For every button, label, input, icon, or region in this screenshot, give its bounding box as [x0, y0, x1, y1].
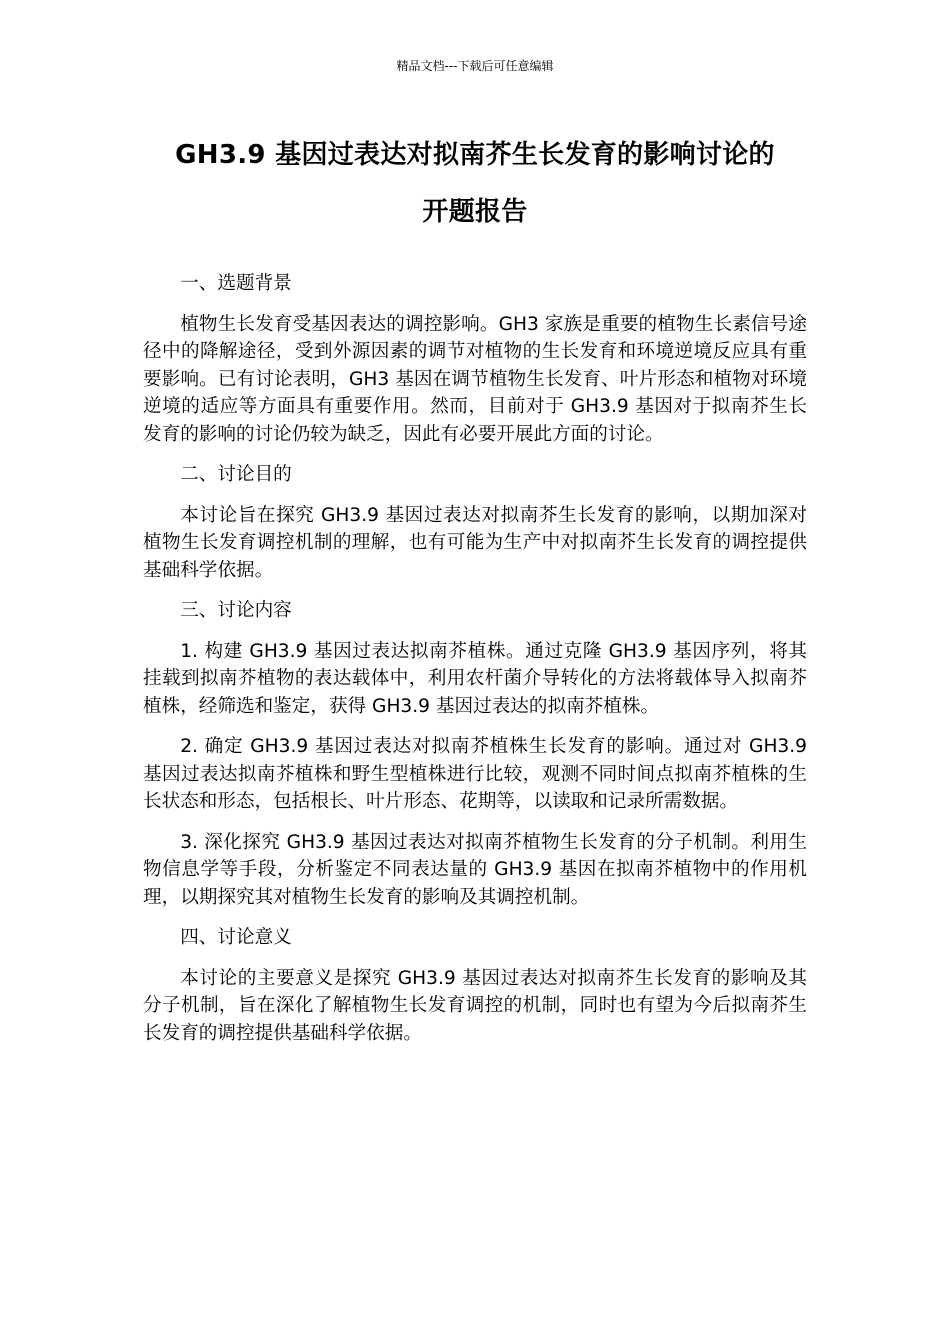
paragraph-significance: 本讨论的主要意义是探究 GH3.9 基因过表达对拟南芥生长发育的影响及其分子机制，旨在深化了解植物生长发育调控的机制，同时也有望为今后拟南芥生长发育的调控提供基础科学依据。 [143, 967, 807, 1044]
paragraph-background: 植物生长发育受基因表达的调控影响。GH3 家族是重要的植物生长素信号途径中的降解途径，受到外源因素的调节对植物的生长发育和环境逆境反应具有重要影响。已有讨论表明，GH3 基因在调节植物生长发育、叶片形态和植物对环境逆境的适应等方面具有重要作用。然而，目前对于 GH3.9 基因对于拟南芥生长发育的影响的讨论仍较为缺乏，因此有必要开展此方面的讨论。 [143, 313, 807, 445]
document-title-line-1: GH3.9 基因过表达对拟南芥生长发育的影响讨论的 [175, 140, 775, 170]
paragraph-content-3: 3. 深化探究 GH3.9 基因过表达对拟南芥植物生长发育的分子机制。利用生物信息学等手段，分析鉴定不同表达量的 GH3.9 基因在拟南芥植物中的作用机理，以期探究其对植物生长发育的影响及其调控机制。 [143, 831, 807, 908]
paragraph-purpose: 本讨论旨在探究 GH3.9 基因过表达对拟南芥生长发育的影响，以期加深对植物生长发育调控机制的理解，也有可能为生产中对拟南芥生长发育的调控提供基础科学依据。 [143, 504, 807, 581]
header-note: 精品文档---下载后可任意编辑 [396, 59, 554, 73]
document-body [143, 270, 807, 1060]
document-title-line-2: 开题报告 [422, 197, 528, 227]
paragraph-content-1: 1. 构建 GH3.9 基因过表达拟南芥植株。通过克隆 GH3.9 基因序列，将其挂载到拟南芥植物的表达载体中，利用农杆菌介导转化的方法将载体导入拟南芥植株，经筛选和鉴定，获得 GH3.9 基因过表达的拟南芥植株。 [143, 640, 807, 717]
section-heading-purpose: 二、讨论目的 [180, 464, 292, 485]
section-heading-background: 一、选题背景 [180, 273, 292, 294]
paragraph-content-2: 2. 确定 GH3.9 基因过表达对拟南芥植株生长发育的影响。通过对 GH3.9 基因过表达拟南芥植株和野生型植株进行比较，观测不同时间点拟南芥植株的生长状态和形态，包括根长、叶片形态、花期等，以读取和记录所需数据。 [143, 736, 807, 812]
section-heading-significance: 四、讨论意义 [180, 927, 292, 948]
section-heading-content: 三、讨论内容 [180, 600, 292, 621]
